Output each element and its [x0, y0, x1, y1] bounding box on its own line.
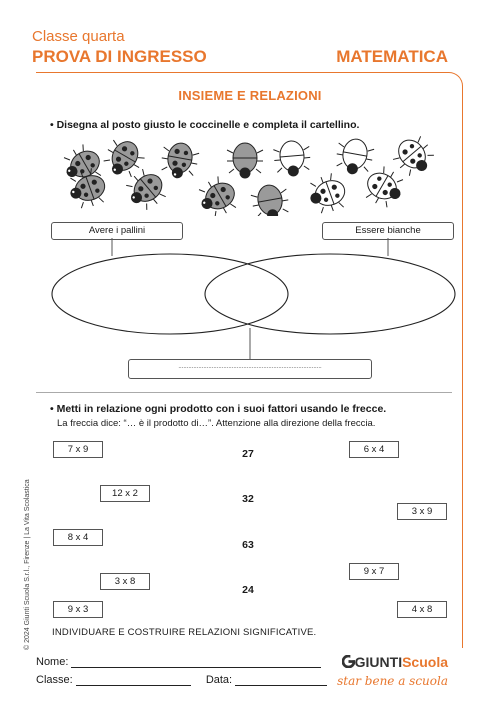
product-number: 24 — [242, 584, 254, 596]
brand-slogan: star bene a scuola — [337, 674, 448, 688]
answer-card-line: ...................................................................................... — [178, 364, 322, 370]
factor-box[interactable]: 8 x 4 — [53, 529, 103, 546]
exercise2-instruction: • Metti in relazione ogni prodotto con i suoi fattori usando le frecce. — [50, 403, 387, 415]
brand-name-b: Scuola — [402, 654, 448, 670]
copyright: © 2024 Giunti Scuola S.r.l., Firenze | La Vita Scolastica — [24, 479, 31, 650]
test-title: PROVA DI INGRESSO — [32, 47, 207, 66]
name-row — [36, 656, 321, 668]
label-card-right: Essere bianche — [322, 222, 454, 240]
factor-box[interactable]: 7 x 9 — [53, 441, 103, 458]
factor-box[interactable]: 3 x 8 — [100, 573, 150, 590]
brand-g-icon — [342, 655, 355, 668]
section-title: INSIEME E RELAZIONI — [178, 88, 322, 103]
class-field-label: Classe: — [36, 674, 73, 686]
subject-title: MATEMATICA — [336, 47, 448, 66]
product-number: 27 — [242, 448, 254, 460]
footnote: INDIVIDUARE E COSTRUIRE RELAZIONI SIGNIFICATIVE. — [52, 627, 317, 638]
factor-box[interactable]: 9 x 7 — [349, 563, 399, 580]
name-field[interactable] — [71, 656, 321, 668]
name-label: Nome: — [36, 656, 69, 668]
factor-box[interactable]: 6 x 4 — [349, 441, 399, 458]
class-label: Classe quarta — [32, 28, 125, 45]
brand-logo — [342, 654, 448, 670]
factor-box[interactable]: 3 x 9 — [397, 503, 447, 520]
factor-box[interactable]: 9 x 3 — [53, 601, 103, 618]
class-field[interactable] — [76, 674, 191, 686]
set-ellipse-left — [52, 254, 288, 334]
product-number: 63 — [242, 539, 254, 551]
product-number: 32 — [242, 493, 254, 505]
exercise2-subtitle: La freccia dice: “… è il prodotto di…”. Attenzione alla direzione della freccia. — [57, 418, 376, 429]
factor-box[interactable]: 12 x 2 — [100, 485, 150, 502]
ladybugs-illustration — [40, 136, 460, 216]
class-date-row — [36, 674, 327, 686]
factor-box[interactable]: 4 x 8 — [397, 601, 447, 618]
venn-diagram — [40, 236, 460, 366]
brand-name-a: GIUNTI — [354, 654, 403, 670]
date-label: Data: — [205, 674, 233, 686]
exercise1-instruction: • Disegna al posto giusto le coccinelle e completa il cartellino. — [50, 119, 360, 131]
answer-card[interactable] — [128, 359, 372, 379]
date-field[interactable] — [235, 674, 327, 686]
set-ellipse-right — [205, 254, 455, 334]
label-card-left: Avere i pallini — [51, 222, 183, 240]
section-divider — [36, 392, 452, 393]
